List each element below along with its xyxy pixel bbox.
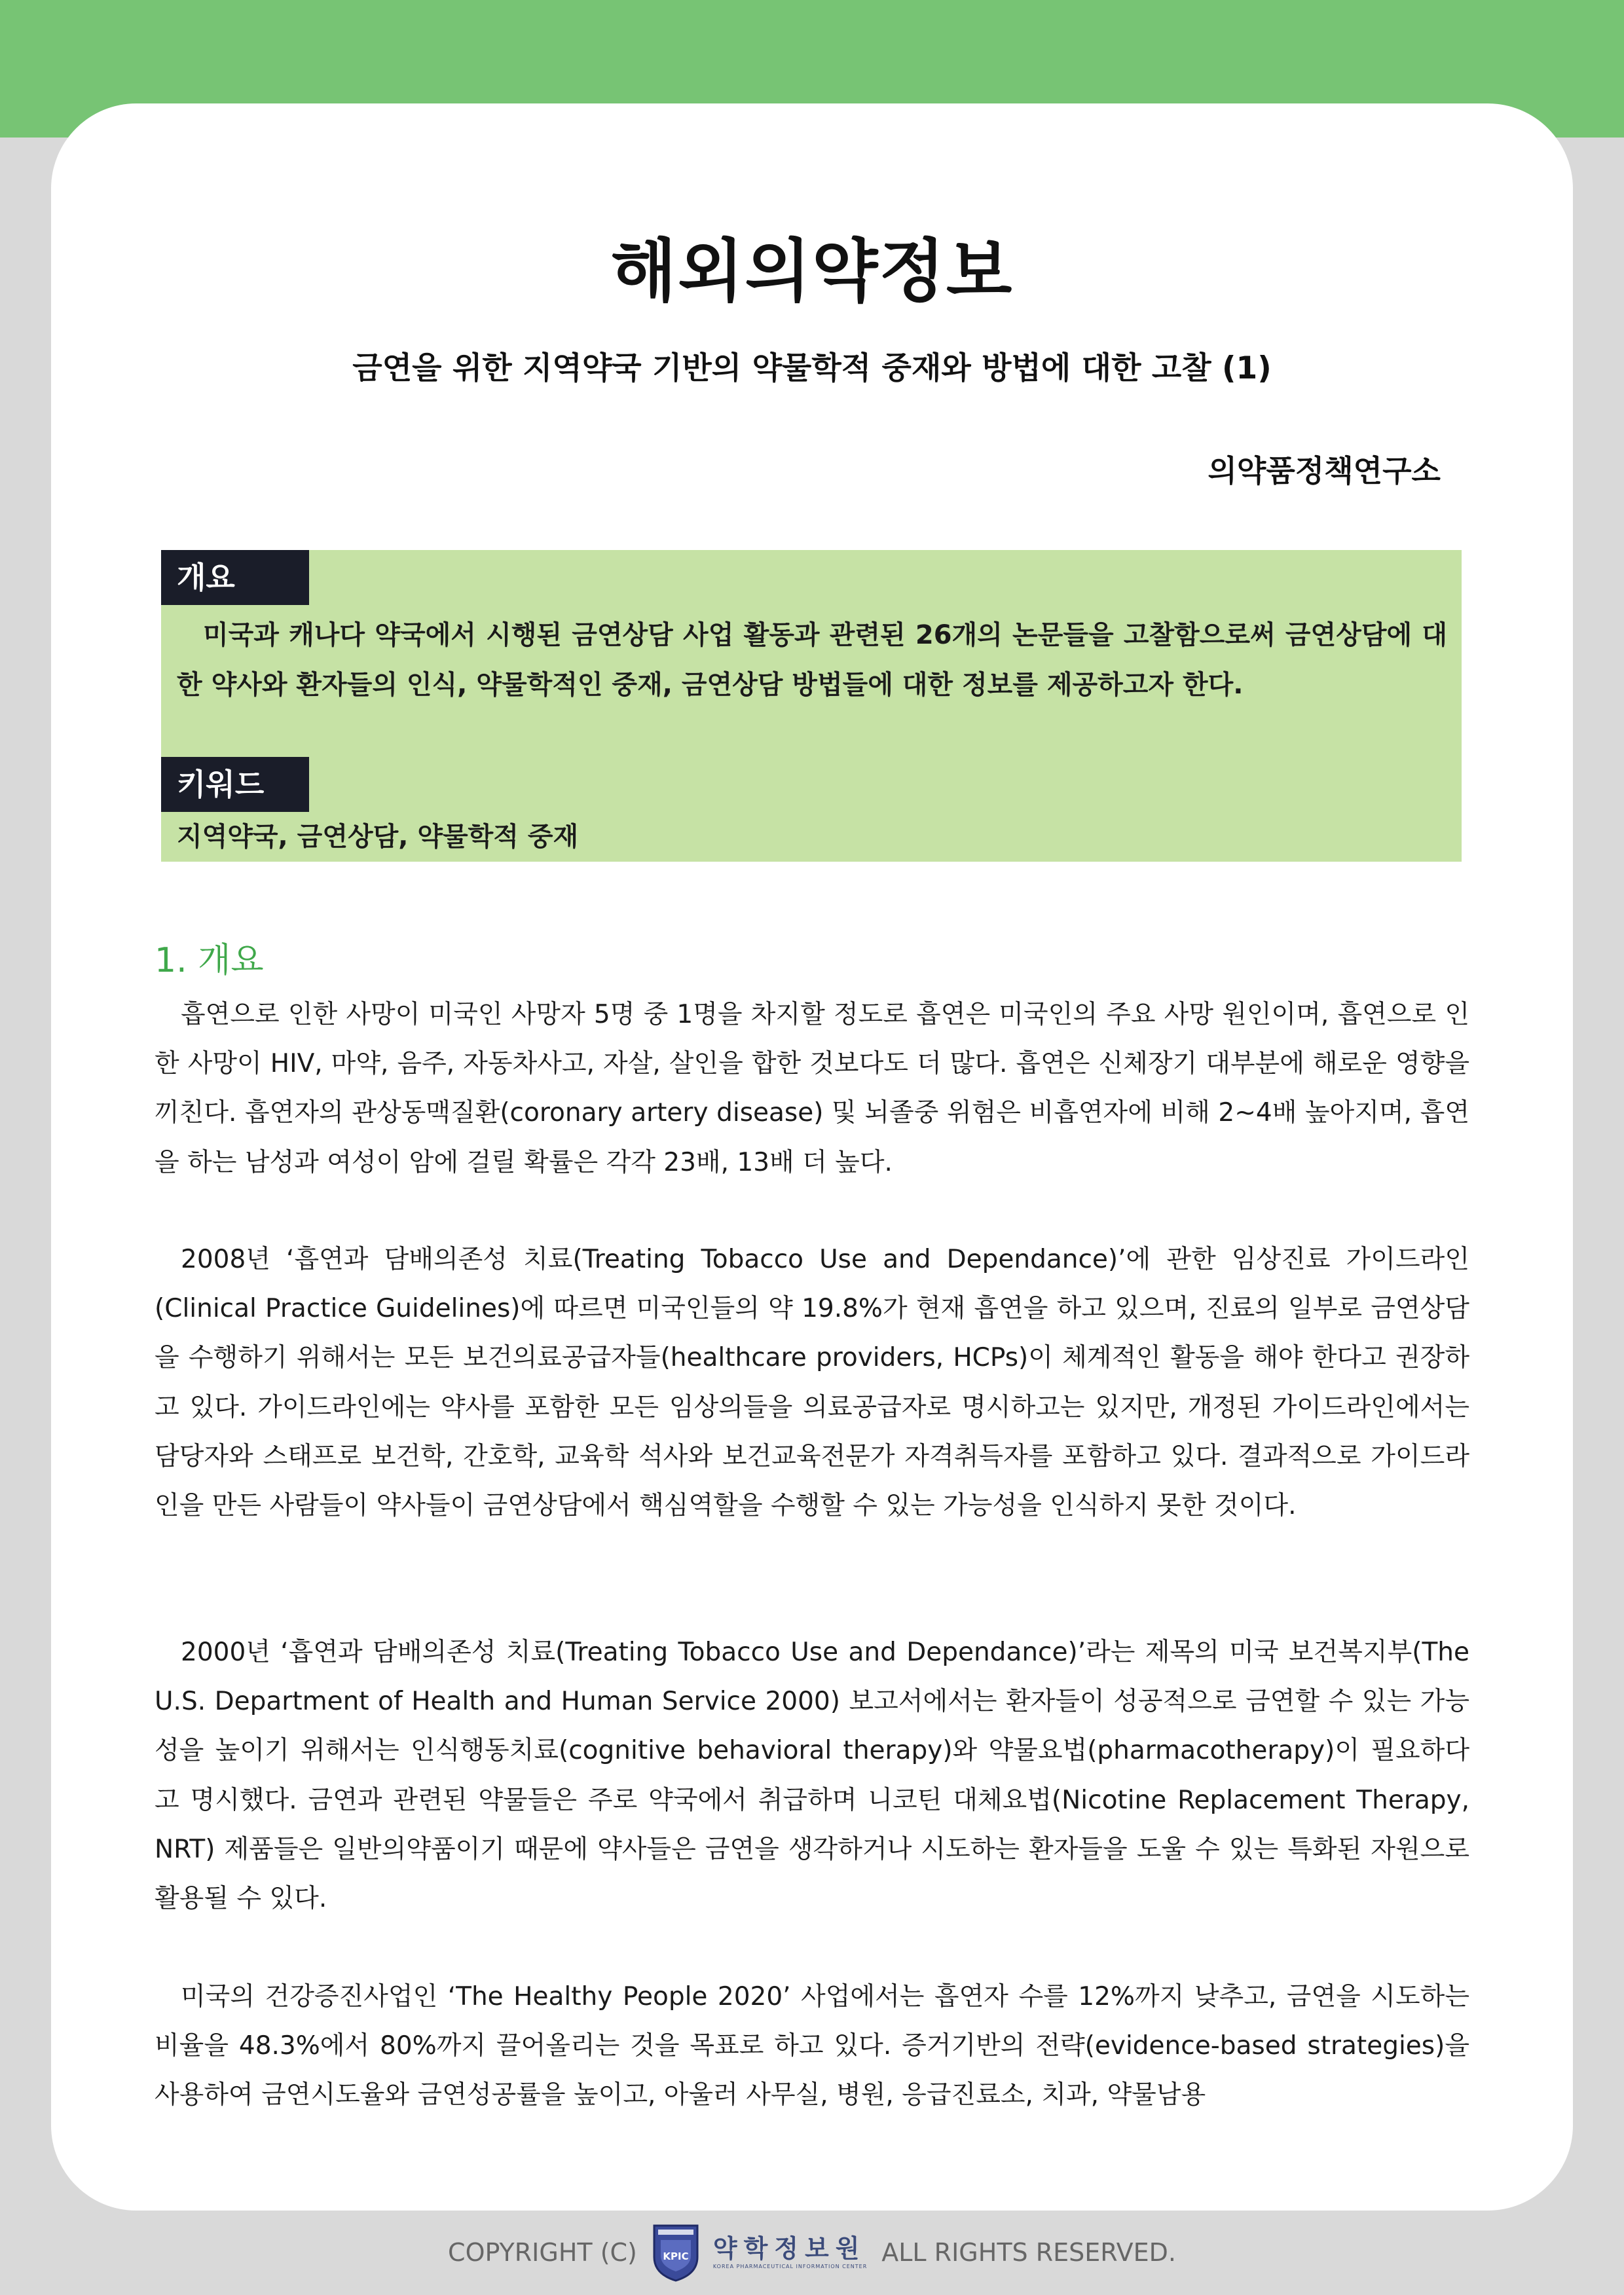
document-title: 해외의약정보 <box>610 231 1014 311</box>
logo-name: 약학정보원 <box>712 2234 866 2263</box>
body-paragraph: 흡연으로 인한 사망이 미국인 사망자 5명 중 1명을 차지할 정도로 흡연은 미국인의 주요 사망 원인이며, 흡연으로 인한 사망이 HIV, 마약, 음주, 자동차사고, 자살, 살인을 합한 것보다도 더 많다. 흡연은 신체장기 대부분에 해로운 영향을 끼친다. 흡연자의 관상동맥질환(coronary artery disease) 및 뇌졸중 위험은 비흡연자에 비해 2~4배 높아지며, 흡연을 하는 남성과 여성이 암에 걸릴 확률은 각각 23배, 13배 더 높다. <box>155 1000 1469 1177</box>
logo-english: KOREA PHARMACEUTICAL INFORMATION CENTER <box>712 2264 868 2269</box>
footer <box>0 2223 1624 2282</box>
summary-box <box>161 550 1462 862</box>
organization-name: 의약품정책연구소 <box>1208 453 1441 488</box>
body-paragraph: 2008년 ‘흡연과 담배의존성 치료(Treating Tobacco Use and Dependance)’에 관한 임상진료 가이드라인(Clinical Practice Guidelines)에 따르면 미국인들의 약 19.8%가 현재 흡연을 하고 있으며, 진료의 일부로 금연상담을 수행하기 위해서는 모든 보건의료공급자들(healthcare providers, HCPs)이 체계적인 활동을 해야 한다고 권장하고 있다. 가이드라인에는 약사를 포함한 모든 임상의들을 의료공급자로 명시하고는 있지만, 개정된 가이드라인에서는 담당자와 스태프로 보건학, 간호학, 교육학 석사와 보건교육전문가 자격취득자를 포함하고 있다. 결과적으로 가이드라인을 만든 사람들이 약사들이 금연상담에서 핵심역할을 수행할 수 있는 가능성을 인식하지 못한 것이다. <box>155 1245 1469 1521</box>
rights-text: ALL RIGHTS RESERVED. <box>881 2238 1176 2267</box>
body-paragraph: 2000년 ‘흡연과 담배의존성 치료(Treating Tobacco Use and Dependance)’라는 제목의 미국 보건복지부(The U.S. Department of Health and Human Service 2000) 보고서에서는 환자들이 성공적으로 금연할 수 있는 가능성을 높이기 위해서는 인식행동치료(cognitive behavioral therapy)와 약물요법(pharmacotherapy)이 필요하다고 명시했다. 금연과 관련된 약물들은 주로 약국에서 취급하며 니코틴 대체요법(Nicotine Replacement Therapy, NRT) 제품들은 일반의약품이기 때문에 약사들은 금연을 생각하거나 시도하는 환자들을 도울 수 있는 특화된 자원으로 활용될 수 있다. <box>155 1638 1469 1914</box>
kpic-logo <box>652 2223 867 2282</box>
section-heading: 1. 개요 <box>155 941 264 980</box>
keywords-tag: 키워드 <box>161 757 309 812</box>
body-paragraph: 미국의 건강증진사업인 ‘The Healthy People 2020’ 사업에서는 흡연자 수를 12%까지 낮추고, 금연을 시도하는 비율을 48.3%에서 80%까지 끌어올리는 것을 목표로 하고 있다. 증거기반의 전략(evidence-based strategies)을 사용하여 금연시도율와 금연성공률을 높이고, 아울러 사무실, 병원, 응급진료소, 치과, 약물남용 <box>155 1982 1469 2110</box>
copyright-text: COPYRIGHT (C) <box>448 2238 637 2267</box>
kpic-emblem-text: KPIC <box>663 2250 689 2262</box>
overview-text: 미국과 캐나다 약국에서 시행된 금연상담 사업 활동과 관련된 26개의 논문들을 고찰함으로써 금연상담에 대한 약사와 환자들의 인식, 약물학적인 중재, 금연상담 방법들에 대한 정보를 제공하고자 한다. <box>177 620 1447 700</box>
document-subtitle: 금연을 위한 지역약국 기반의 약물학적 중재와 방법에 대한 고찰 (1) <box>352 350 1272 386</box>
overview-tag: 개요 <box>161 550 309 605</box>
kpic-emblem-icon <box>652 2223 700 2282</box>
keywords-text: 지역약국, 금연상담, 약물학적 중재 <box>177 822 579 852</box>
